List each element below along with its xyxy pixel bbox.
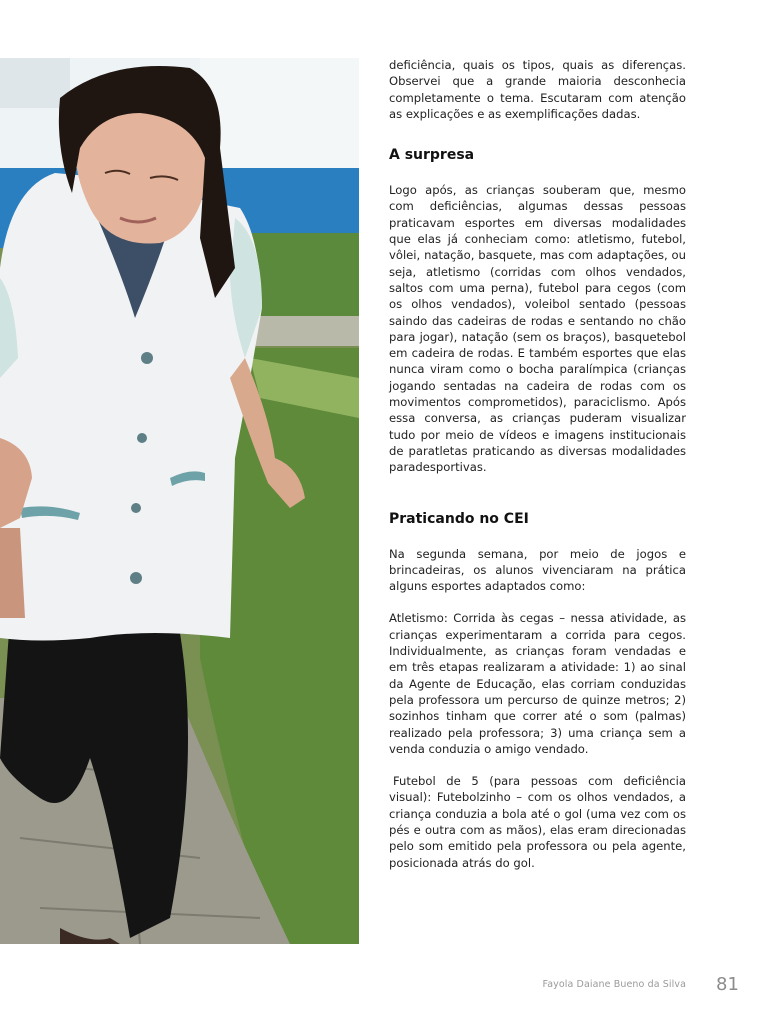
section-surpresa-paragraph: Logo após, as crianças souberam que, mesmo com deficiências, algumas dessas pessoas praticavam esportes em diversas modalidades que elas já conheciam como: atletismo, futebol, vôlei, natação, basquete, mas com adaptações, ou seja, atletismo (corridas com olhos vendados, saltos com uma perna), futebol para cegos (com os olhos vendados), voleibol sentado (pessoas saindo das cadeiras de rodas e sentando no chão para jogar), natação (sem os braços), basquetebol em cadeira de rodas. E também esportes que elas nunca viram como o bocha paralímpica (crianças jogando sentadas na cadeira de rodas com os movimentos comprometidos), paraciclismo. Após essa conversa, as crianças puderam visualizar tudo por meio de vídeos e imagens institucionais de paratletas praticando as diversas modalidades paradesportivas.	[389, 183, 686, 475]
footer-author: Fayola Daiane Bueno da Silva	[542, 979, 686, 990]
section-praticando-paragraph-3: Futebol de 5 (para pessoas com deficiência visual): Futebolzinho – com os olhos vendados, a criança conduzia a bola até o gol (uma vez com os pés e outra com as mãos), elas eram direcionadas pelo som emitido pela professora ou pela agente, posicionada atrás do gol.	[389, 774, 686, 870]
article-photo	[0, 58, 359, 944]
section-heading-surpresa: A surpresa	[389, 147, 475, 164]
intro-paragraph: deficiência, quais os tipos, quais as diferenças. Observei que a grande maioria desconhecia completamente o tema. Escutaram com atenção as explicações e as exemplificações dadas.	[389, 58, 686, 121]
page-number: 81	[716, 974, 739, 995]
article-text-column	[389, 57, 686, 871]
photo-illustration	[0, 58, 359, 944]
section-heading-praticando: Praticando no CEI	[389, 510, 529, 527]
section-praticando-paragraph-2: Atletismo: Corrida às cegas – nessa atividade, as crianças experimentaram a corrida para cegos. Individualmente, as crianças foram vendadas e em três etapas realizaram a atividade: 1) ao sinal da Agente de Educação, elas corriam conduzidas pela professora um percurso de quinze metros; 2) sozinhos tinham que correr até o som (palmas) realizado pela professora; 3) uma criança sem a venda conduzia o amigo vendado.	[389, 611, 686, 756]
section-praticando-paragraph-1: Na segunda semana, por meio de jogos e brincadeiras, os alunos vivenciaram na prática alguns esportes adaptados como:	[389, 546, 686, 594]
